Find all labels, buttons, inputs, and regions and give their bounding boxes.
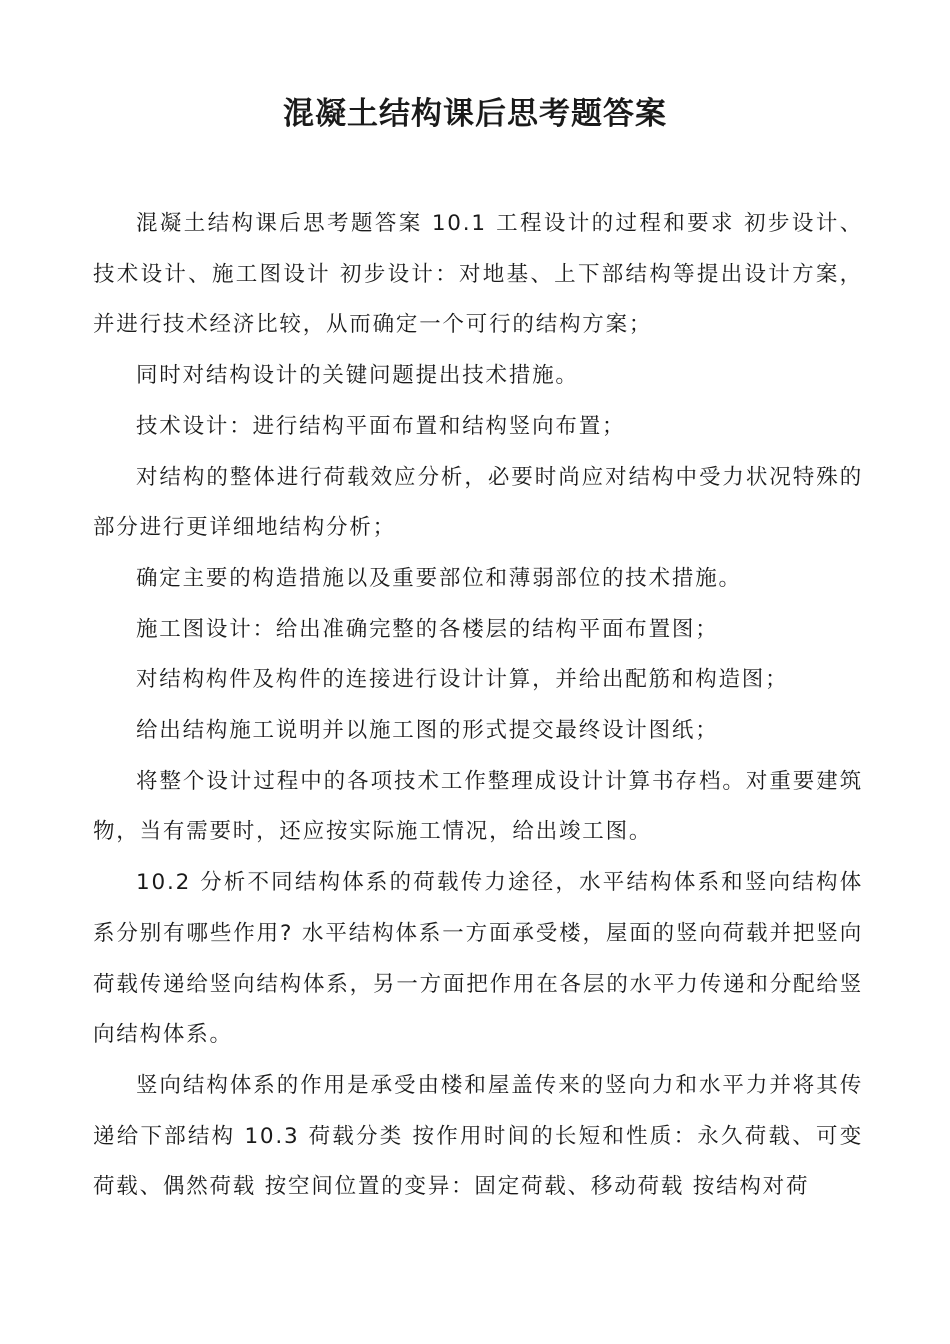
paragraph-construction-notes: 给出结构施工说明并以施工图的形式提交最终设计图纸； (136, 718, 719, 744)
paragraph-design-process: 混凝土结构课后思考题答案 10.1 工程设计的过程和要求 初步设计、技术设计、施工图设计 初步设计：对地基、上下部结构等提出设计方案，并进行技术经济比较，从而确定一个可行的结构方案； (93, 211, 863, 338)
document-body (93, 199, 863, 1213)
paragraph-load-path: 10.2 分析不同结构体系的荷载传力途径，水平结构体系和竖向结构体系分别有哪些作用? 水平结构体系一方面承受楼，屋面的竖向荷载并把竖向荷载传递给竖向结构体系，另一方面把作用在各层的水平力传递和分配给竖向结构体系。 (93, 870, 863, 1048)
paragraph-construction-drawing: 施工图设计：给出准确完整的各楼层的结构平面布置图； (136, 616, 719, 642)
document-title: 混凝土结构课后思考题答案 (283, 96, 667, 132)
paragraph-member-design: 对结构构件及构件的连接进行设计计算，并给出配筋和构造图； (136, 667, 789, 693)
paragraph-load-analysis: 对结构的整体进行荷载效应分析，必要时尚应对结构中受力状况特殊的部分进行更详细地结构分析； (93, 464, 863, 541)
paragraph-vertical-system: 竖向结构体系的作用是承受由楼和屋盖传来的竖向力和水平力并将其传递给下部结构 10.3 荷载分类 按作用时间的长短和性质：永久荷载、可变荷载、偶然荷载 按空间位置的变异：固定荷载、移动荷载 按结构对荷 (93, 1072, 863, 1200)
paragraph-construction-measures: 确定主要的构造措施以及重要部位和薄弱部位的技术措施。 (136, 565, 742, 591)
paragraph-calculation-archive: 将整个设计过程中的各项技术工作整理成设计计算书存档。对重要建筑物，当有需要时，还应按实际施工情况，给出竣工图。 (93, 768, 863, 845)
paragraph-technical-measures: 同时对结构设计的关键问题提出技术措施。 (136, 363, 579, 389)
paragraph-technical-design: 技术设计：进行结构平面布置和结构竖向布置； (136, 413, 626, 439)
